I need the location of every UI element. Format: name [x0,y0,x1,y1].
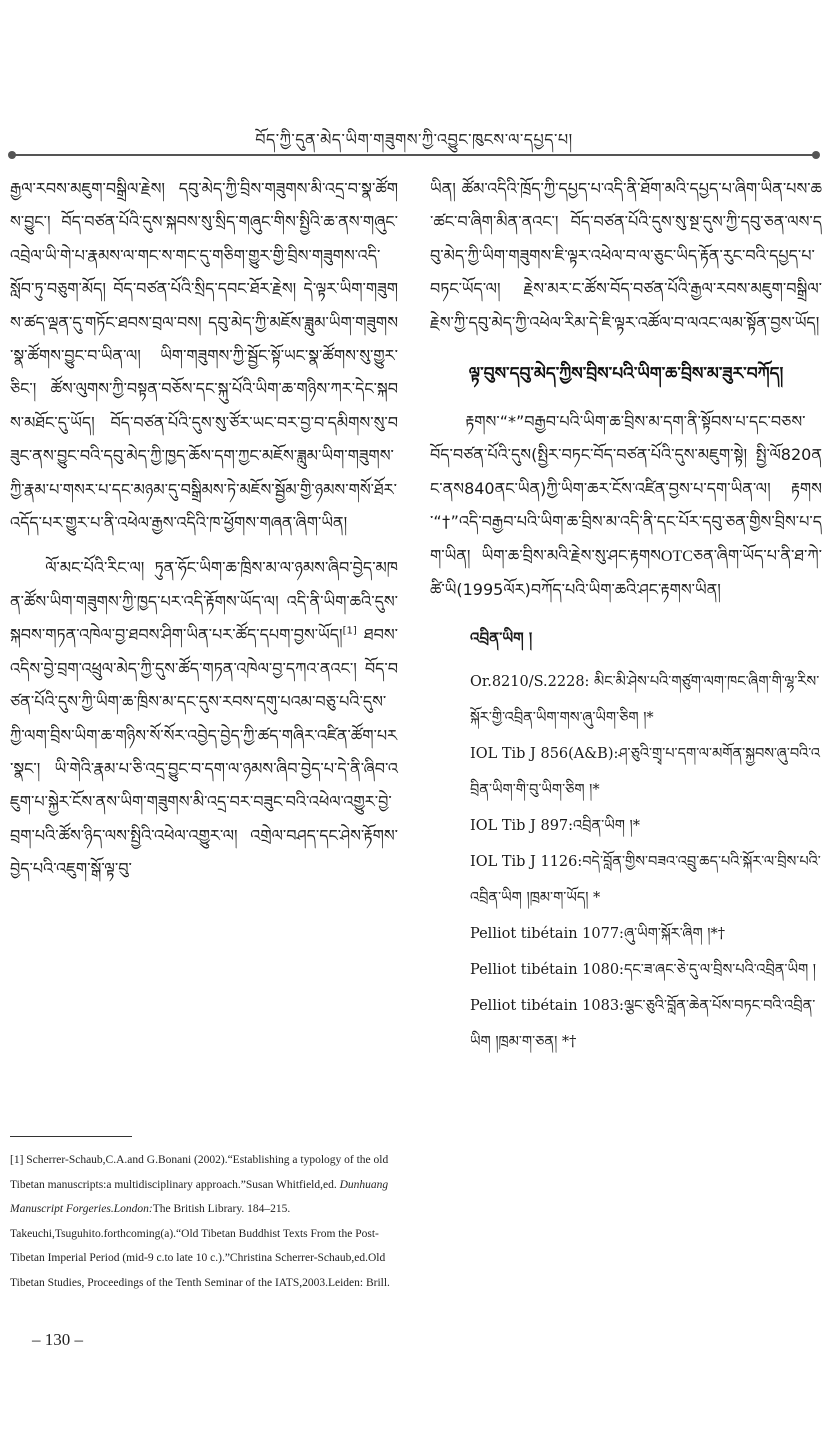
manuscript-code: Pelliot tibétain 1077: [470,926,624,943]
body-paragraph [430,405,822,606]
running-head: བོད་ཀྱི་དུན་མེད་ཡིག་གཟུགས་ཀྱི་འབྱུང་ཁུངས་ལ་དཔྱད་པ། [255,130,573,149]
paragraph-text: ཐབས་འདིས་བྱེ་བྲག་འཕྲུལ་མེད་ཀྱི་དུས་ཚོད་གཏན་འཁེལ་བྱ་དཀའ་ནའང་། བོད་བཙན་པོའི་དུས་ཀྱི་ཡིག་ཆ་ཁྲིས་མ་དང་དུས་རབས་དགུ་པའམ་བཅུ་པའི་དུས་ཀྱི་ལག་བྲིས་ཡིག་ཆ་གཉིས་སོ་སོར་འབྱེད་བྱེད་ཀྱི་ཚད་གཞིར་འཛིན་ཚོག་པར་སྣང་། ཡི་གེའི་རྣམ་པ་ཅི་འདྲ་བྱུང་བ་དག་ལ་ཉམས་ཞིབ་བྱེད་པ་དེ་ནི་ཞིབ་འཇུག་པ་སྐྱེར་ངོས་ནས་ཡིག་གཟུགས་མི་འདྲ་བར་བཟུང་བའི་འཕེལ་འགྱུར་བྱེ་བྲག་པའི་ཚོས་ཉིད་ལས་སྤྱིའི་འཕེལ་འགྱུར་ལ། འགྲེལ་བཤད་དང་ཤེས་རྟོགས་བྱེད་པའི་འཇུག་སྒོ་ལྟ་བུ་ [10,625,398,879]
body-paragraph [10,551,398,885]
manuscript-description: བདེ་བློན་གྱིས་བཟའ་འབྲུ་ཆད་པའི་སྐོར་ལ་བྲིས་པའི་འབྲིན་ཡིག །ཁྲམ་ག་ཡོད། * [470,854,821,907]
header-rule [10,154,818,156]
manuscript-code: Pelliot tibétain 1083: [470,998,624,1015]
manuscript-code: Or.8210/S.2228: [470,674,590,691]
footnote-title: Dunhuang Manuscript Forgeries.London: [10,1178,389,1215]
footnote-text: [1] Scherrer-Schaub,C.A.and G.Bonani (2002).“Establishing a typology of the old Tibetan manuscripts:a multidisciplinary approach.”Susan Whitfield,ed. [10,1154,389,1191]
manuscript-description: མིང་མི་ཤེས་པའི་གཙུག་ལག་ཁང་ཞིག་གི་ལྷ་རིས་སྐོར་གྱི་འབྲིན་ཡིག་གས་ཞུ་ཡིག་ཅིག །* [470,674,820,727]
list-item [430,844,822,916]
manuscript-code: IOL Tib J 1126: [470,854,583,871]
paragraph-text: རྟགས་“*”བརྒྱབ་པའི་ཡིག་ཆ་བྲིས་མ་དག་ནི་སྟོབས་པ་དང་བཅས་བོད་བཙན་པོའི་དུས(སྤྱིར་བཏང་བོད་བཙན་པོའི་དུས་མཇུག་སྟེ། སྤྱི་ལོ820ནང་ནས840ནང་ཡིན)ཀྱི་ཡིག་ཆར་ངོས་འཛིན་བྱས་པ་དག་ཡིན་ལ། རྟགས་“†”འདི་བརྒྱབ་པའི་ཡིག་ཆ་བྲིས་མ་འདི་ནི་དང་པོར་དབུ་ཅན་གྱིས་བྲིས་པ་དག་ཡིན། ཡིག་ཆ་བྲིས་མའི་རྗེས་སུ་ཤང་རྟགས [430,412,822,565]
section-heading: ལྟ་བུས་དབུ་མེད་ཀྱིས་བྲིས་པའི་ཡིག་ཆ་བྲིས་མ་ཟུར་བཀོད། [468,364,784,385]
footnote-marker[interactable]: [1] [342,625,357,637]
manuscript-description: དང་ཟ་ཞང་ཅེ་དུ་ལ་བྲིས་པའི་འབྲིན་ཡིག ། [623,962,817,979]
manuscript-description: ཞུ་ཡིག་སྐོར་ཞིག །*† [623,926,726,943]
paragraph-text: ཅན་ཞིག་ཡོད་པ་ནི་ཐ་ཀེ་ཚི་ཡི(1995ལོར)བཀོད་པའི་ཡིག་ཆའི་ཤང་རྟགས་ཡིན། [430,545,822,600]
paragraph-text: ལོ་མང་པོའི་རིང་ལ། ཏུན་ཧོང་ཡིག་ཆ་ཁྲིས་མ་ལ་ཉམས་ཞིབ་བྱེད་མཁན་ཚོས་ཡིག་གཟུགས་ཀྱི་ཁྱད་པར་འདི་རྟོགས་ཡོད་ལ། འདི་ནི་ཡིག་ཆའི་དུས་སྐབས་གཏན་འཁེལ་བྱ་ཐབས་ཤིག་ཡིན་པར་ཚོད་དཔག་བྱས་ཡོད། [10,558,398,645]
list-item [430,808,822,844]
manuscript-description: ཤ་ཅུའི་གྲྭ་པ་དག་ལ་མགོན་སྐྱབས་ཞུ་བའི་འབྲིན་ཡིག་གི་བུ་ཡིག་ཅིག །* [470,746,821,799]
manuscript-description: འབྲིན་ཡིག །* [573,818,640,835]
body-paragraph: རྒྱལ་རབས་མཇུག་བསྒྲིལ་རྗེས། དབུ་མེད་ཀྱི་བྲིས་གཟུགས་མི་འདྲ་བ་སྣ་ཚོགས་བྱུང་། བོད་བཙན་པོའི་དུས་སྐབས་སུ་སྲིད་གཞུང་གིས་སྤྱིའི་ཆ་ནས་གཞུང་འབྲེལ་ཡི་གེ་པ་རྣམས་ལ་གང་ས་གང་དུ་གཅིག་གྱུར་གྱི་བྲིས་གཟུགས་འདི་སློབ་ཏུ་བཅུག་མོད། བོད་བཙན་པོའི་སྲིད་དབང་ཐོར་རྗེས། དེ་ལྟར་ཡིག་གཟུགས་ཚད་ལྡན་དུ་གཏོང་ཐབས་བྲལ་བས། དབུ་མེད་ཀྱི་མཇོས་ཟླུམ་ཡིག་གཟུགས་སྣ་ཚོགས་བྱུང་བ་ཡིན་ལ། ཡིག་གཟུགས་ཀྱི་སྦྱོང་སྟོ་ཡང་སྣ་ཚོགས་སུ་གྱུར་ཅིང་། ཚོས་ལུགས་ཀྱི་བསྟན་བཅོས་དང་སྐུ་པོའི་ཡིག་ཆ་གཉིས་ཀར་དེང་སྐབས་མཐོང་དུ་ཡོད། བོད་བཙན་པོའི་དུས་སུ་ཙོར་ཡང་བར་བྱ་བ་དམིགས་སུ་བཟུང་ནས་བྱུང་བའི་དབུ་མེད་ཀྱི་ཁྱད་ཆོས་དག་ཀྱང་མཇོས་ཟླུམ་ཡིག་གཟུགས་ཀྱི་རྣམ་པ་གསར་པ་དང་མཉམ་དུ་བསྒྲིམས་ཏེ་མཇོས་སྦྱོམ་གྱི་ཉམས་གསོ་ཐོར་འདོད་པར་གྱུར་པ་ནི་འཕེལ་རྒྱས་འདིའི་ཁ་ཕྱོགས་གཞན་ཞིག་ཡིན། [10,179,398,533]
footnote [10,1148,398,1295]
body-paragraph: ཡིན། ཚོམ་འདིའི་ཁྲོད་ཀྱི་དཔྱད་པ་འདི་ནི་ཐོག་མའི་དཔྱད་པ་ཞིག་ཡིན་པས་ཆ་ཚང་བ་ཞིག་མིན་ནའང་། བོད་བཙན་པོའི་དུས་སུ་སྔ་དུས་ཀྱི་དབུ་ཅན་ལས་དབུ་མེད་ཀྱི་ཡིག་གཟུགས་ཇི་ལྟར་འཕེལ་བ་ལ་ཅུང་ཡིད་རྟོན་རུང་བའི་དཔྱད་པ་བཏང་ཡོད་ལ། རྗེས་མར་ང་ཚོས་བོད་བཙན་པོའི་རྒྱལ་རབས་མཇུག་བསྒྲིལ་རྗེས་ཀྱི་དབུ་མེད་ཀྱི་འཕེལ་རིམ་དེ་ཇི་ལྟར་འཚོལ་བ་ལའང་ལམ་སྟོན་བྱས་ཡོད། [430,179,822,332]
list-item [430,664,822,736]
manuscript-code: Pelliot tibétain 1080: [470,962,624,979]
paragraph-gap [10,539,398,551]
footnote-text: Takeuchi,Tsuguhito.forthcoming(a).“Old Tibetan Buddhist Texts From the Post-Tibetan Imperial Period (mid-9 c.to late 10 c.).”Christina Scherrer-Schaub,ed.Old Tibetan Studies, Proceedings of the Tenth Seminar of the IATS,2003.Leiden: Brill. [10,1227,390,1289]
manuscript-description: ལྕང་ཅུའི་བློན་ཆེན་པོས་བཏང་བའི་འབྲིན་ཡིག །ཁྲམ་ག་ཅན། *† [470,998,816,1051]
footnote-text: The British Library. 184–215. [152,1203,291,1215]
manuscript-code: IOL Tib J 897: [470,818,574,835]
paragraph-text: OTC [660,547,693,565]
footnote-rule [10,1136,132,1137]
list-item [430,916,822,952]
page-number: – 130 – [32,1330,83,1349]
list-item [430,988,822,1060]
right-column [430,172,822,1060]
list-item [430,952,822,988]
list-item [430,736,822,808]
left-column [10,172,398,886]
sub-heading: འབྲིན་ཡིག ། [470,629,533,648]
manuscript-code: IOL Tib J 856(A&B): [470,746,619,763]
